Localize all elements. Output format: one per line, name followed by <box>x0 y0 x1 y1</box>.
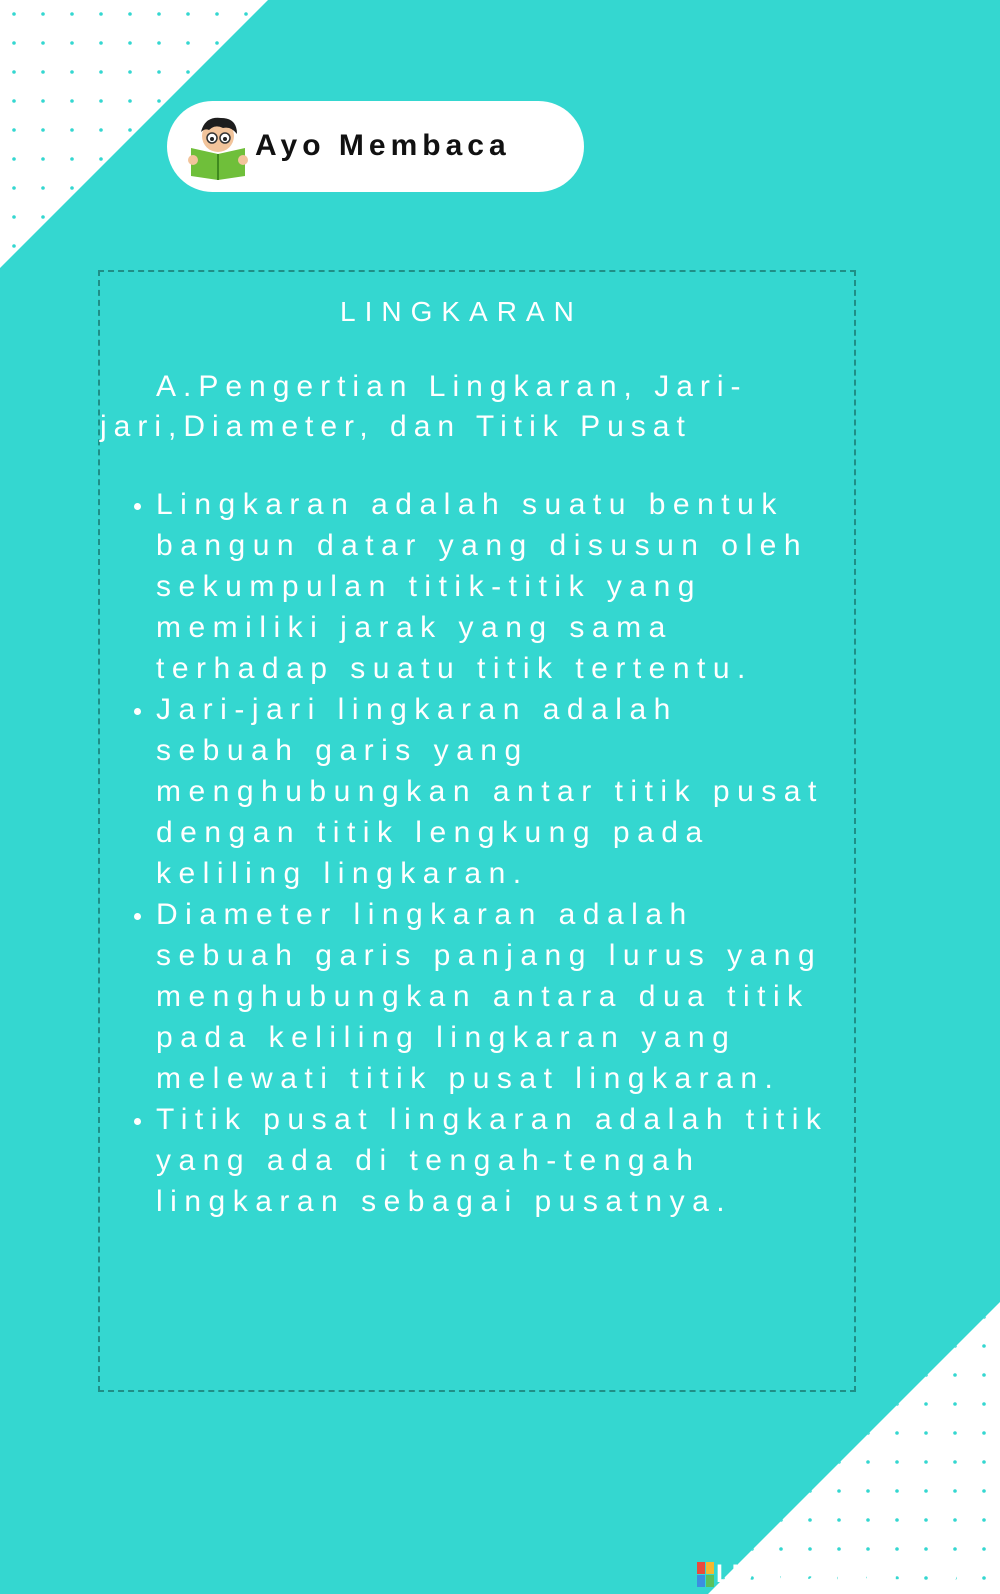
topic-title: LINGKARAN <box>340 296 583 327</box>
section-heading <box>100 367 830 447</box>
reading-boy-icon <box>185 114 251 180</box>
header-pill <box>167 101 584 192</box>
section-heading-text: A.Pengertian Lingkaran, Jari-jari,Diameter, dan Titik Pusat <box>100 370 748 443</box>
page-heading: Ayo Membaca <box>255 129 511 162</box>
list-item: Diameter lingkaran adalah sebuah garis panjang lurus yang menghubungkan antara dua titik pada keliling lingkaran yang melewati titik pusat lingkaran. <box>132 894 832 1099</box>
list-item: Jari-jari lingkaran adalah sebuah garis yang menghubungkan antar titik pusat dengan titik lengkung pada keliling lingkaran. <box>132 689 832 894</box>
brand-watermark: LIVEWORKSHEETS <box>716 1560 958 1588</box>
definition-list <box>132 484 832 1222</box>
list-item: Titik pusat lingkaran adalah titik yang ada di tengah-tengah lingkaran sebagai pusatnya. <box>132 1099 832 1222</box>
liveworksheets-logo-icon <box>697 1562 715 1588</box>
list-item: Lingkaran adalah suatu bentuk bangun datar yang disusun oleh sekumpulan titik-titik yang memiliki jarak yang sama terhadap suatu titik tertentu. <box>132 484 832 689</box>
